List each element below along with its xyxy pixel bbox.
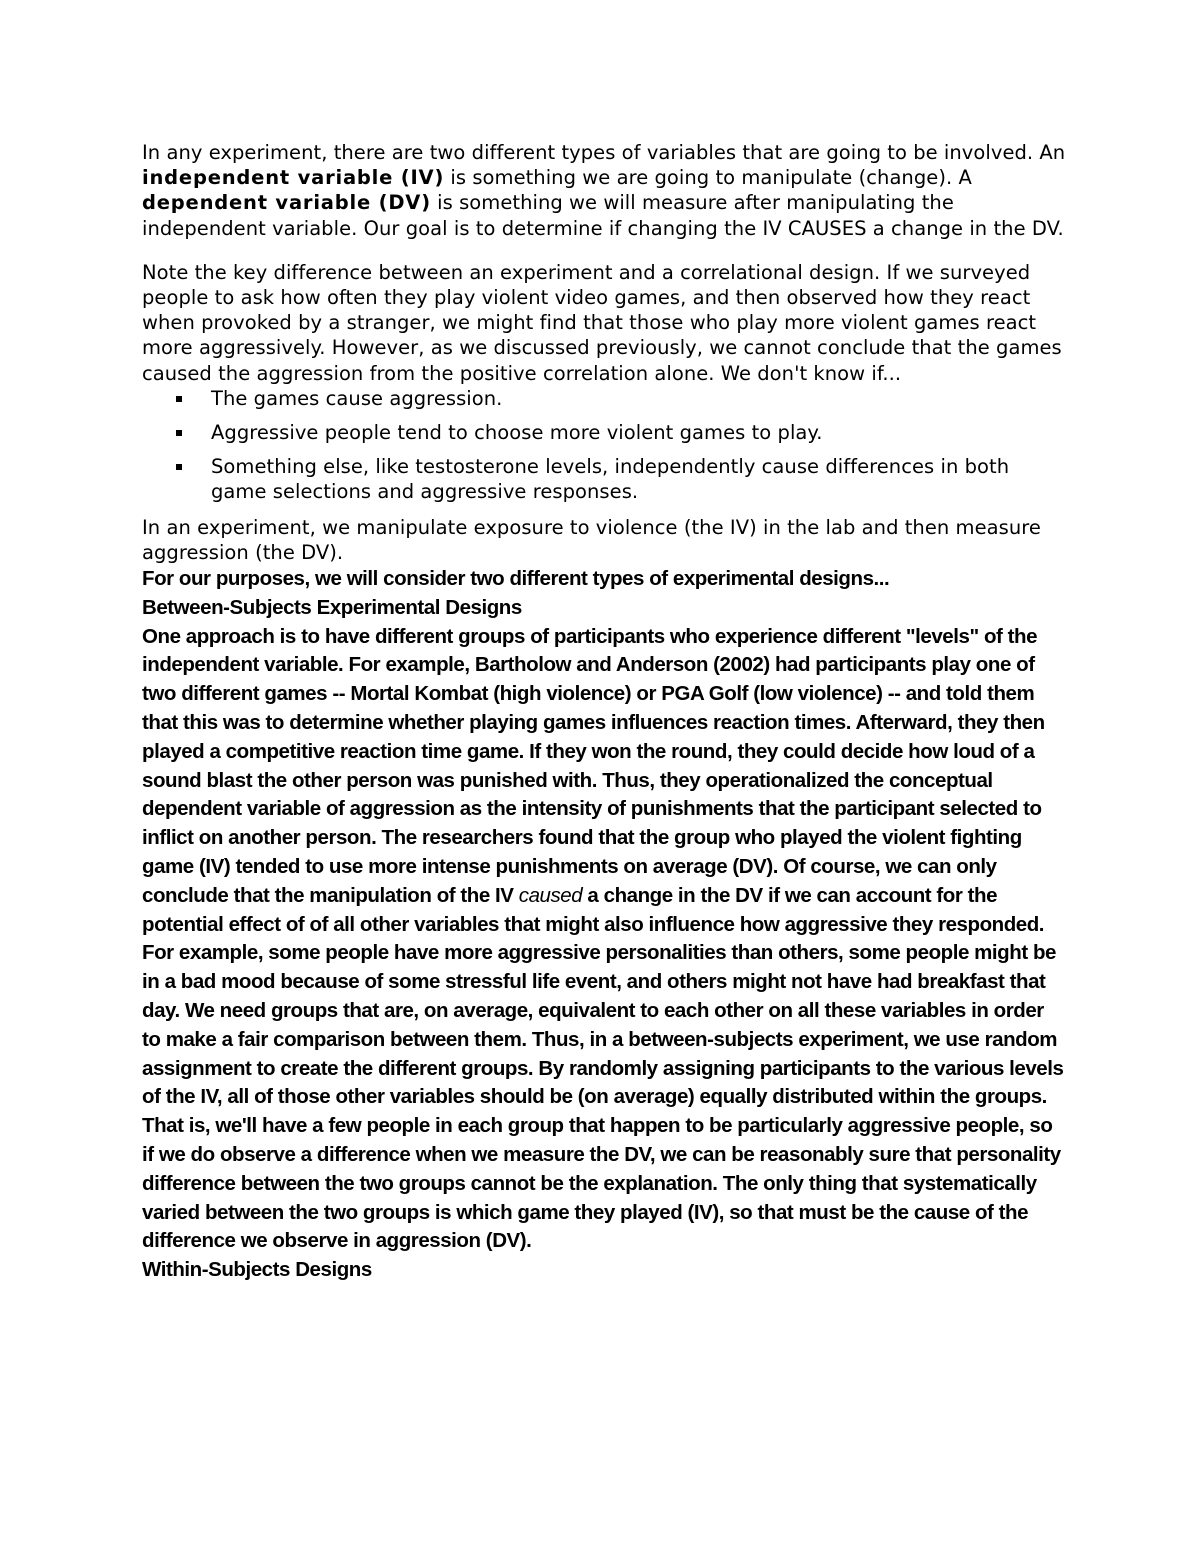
intro-text: is something we are going to manipulate (change). A — [444, 166, 972, 190]
list-item — [142, 420, 1067, 445]
bullet-marker — [176, 396, 182, 402]
intro-paragraph-variables — [142, 140, 1067, 241]
bullet-list — [142, 386, 1067, 505]
intro-paragraph-correlational: Note the key difference between an experiment and a correlational design. If we surveyed people to ask how often they play violent video games, and then observed how they react when provoked by a stranger, we might find that those who play more violent games react more aggressively. However, as we discussed previously, we cannot conclude that the games caused the aggression from the positive correlation alone. We don't know if... — [142, 260, 1062, 385]
between-text: a change in the DV if we can account for the potential effect of of all other variables that might also influence how aggressive they responded. For example, some people have more aggressive personalities than others, some people might be in a bad mood because of some stressful life event, and others might not have had breakfast that day. We need groups that are, on average, equivalent to each other on all these variables in order to make a fair comparison between them. Thus, in a between-subjects experiment, we use random assignment to create the different groups. By randomly assigning participants to the various levels of the IV, all of those other variables should be (on average) equally distributed within the groups. That is, we'll have a few people in each group that happen to be particularly aggressive people, so if we do observe a difference when we measure the DV, we can be reasonably sure that personality difference between the two groups cannot be the explanation. The only thing that systematically varied between the two groups is which game they played (IV), so that must be the cause of the difference we observe in aggression (DV). — [142, 883, 1064, 1253]
designs-lead: For our purposes, we will consider two different types of experimental designs... — [142, 567, 890, 591]
document-page — [142, 140, 1067, 1285]
bullet-marker — [176, 430, 182, 436]
within-subjects-heading: Within-Subjects Designs — [142, 1258, 372, 1282]
caused-emphasis: caused — [518, 883, 583, 907]
intro-text: In any experiment, there are two different types of variables that are going to be involved. An — [142, 141, 1066, 164]
between-subjects-paragraph — [142, 623, 1067, 1257]
dependent-variable-term: dependent variable (DV) — [142, 191, 431, 215]
bullet-marker — [176, 464, 182, 470]
list-item-text: The games cause aggression. — [211, 386, 503, 410]
list-item — [142, 454, 1067, 504]
between-text: One approach is to have different groups of participants who experience different "levels" of the independent variable. For example, Bartholow and Anderson (2002) had participants play one of two different games -- Mortal Kombat (high violence) or PGA Golf (low violence) -- and told them that this was to determine whether playing games influences reaction times. Afterward, they then played a competitive reaction time game. If they won the round, they could decide how loud of a sound blast the other person was punished with. Thus, they operationalized the conceptual dependent variable of aggression as the intensity of punishments that the participant selected to inflict on another person. The researchers found that the group who played the violent fighting game (IV) tended to use more intense punishments on average (DV). Of course, we can only conclude that the manipulation of the IV — [142, 624, 1045, 907]
intro-paragraph-experiment: In an experiment, we manipulate exposure to violence (the IV) in the lab and then measure aggression (the DV). — [142, 515, 1041, 564]
designs-section — [142, 565, 1067, 1285]
list-item-text: Aggressive people tend to choose more violent games to play. — [211, 421, 823, 445]
list-item-text: Something else, like testosterone levels, independently cause differences in both game selections and aggressive responses. — [211, 455, 1010, 504]
intro-text: is something we will measure after manipulating the independent variable. Our goal is to determine if changing the IV CAUSES a change in the DV. — [142, 191, 1064, 240]
between-subjects-heading: Between-Subjects Experimental Designs — [142, 595, 522, 619]
independent-variable-term: independent variable (IV) — [142, 166, 445, 190]
list-item — [142, 386, 1067, 411]
intro-section — [142, 140, 1067, 565]
